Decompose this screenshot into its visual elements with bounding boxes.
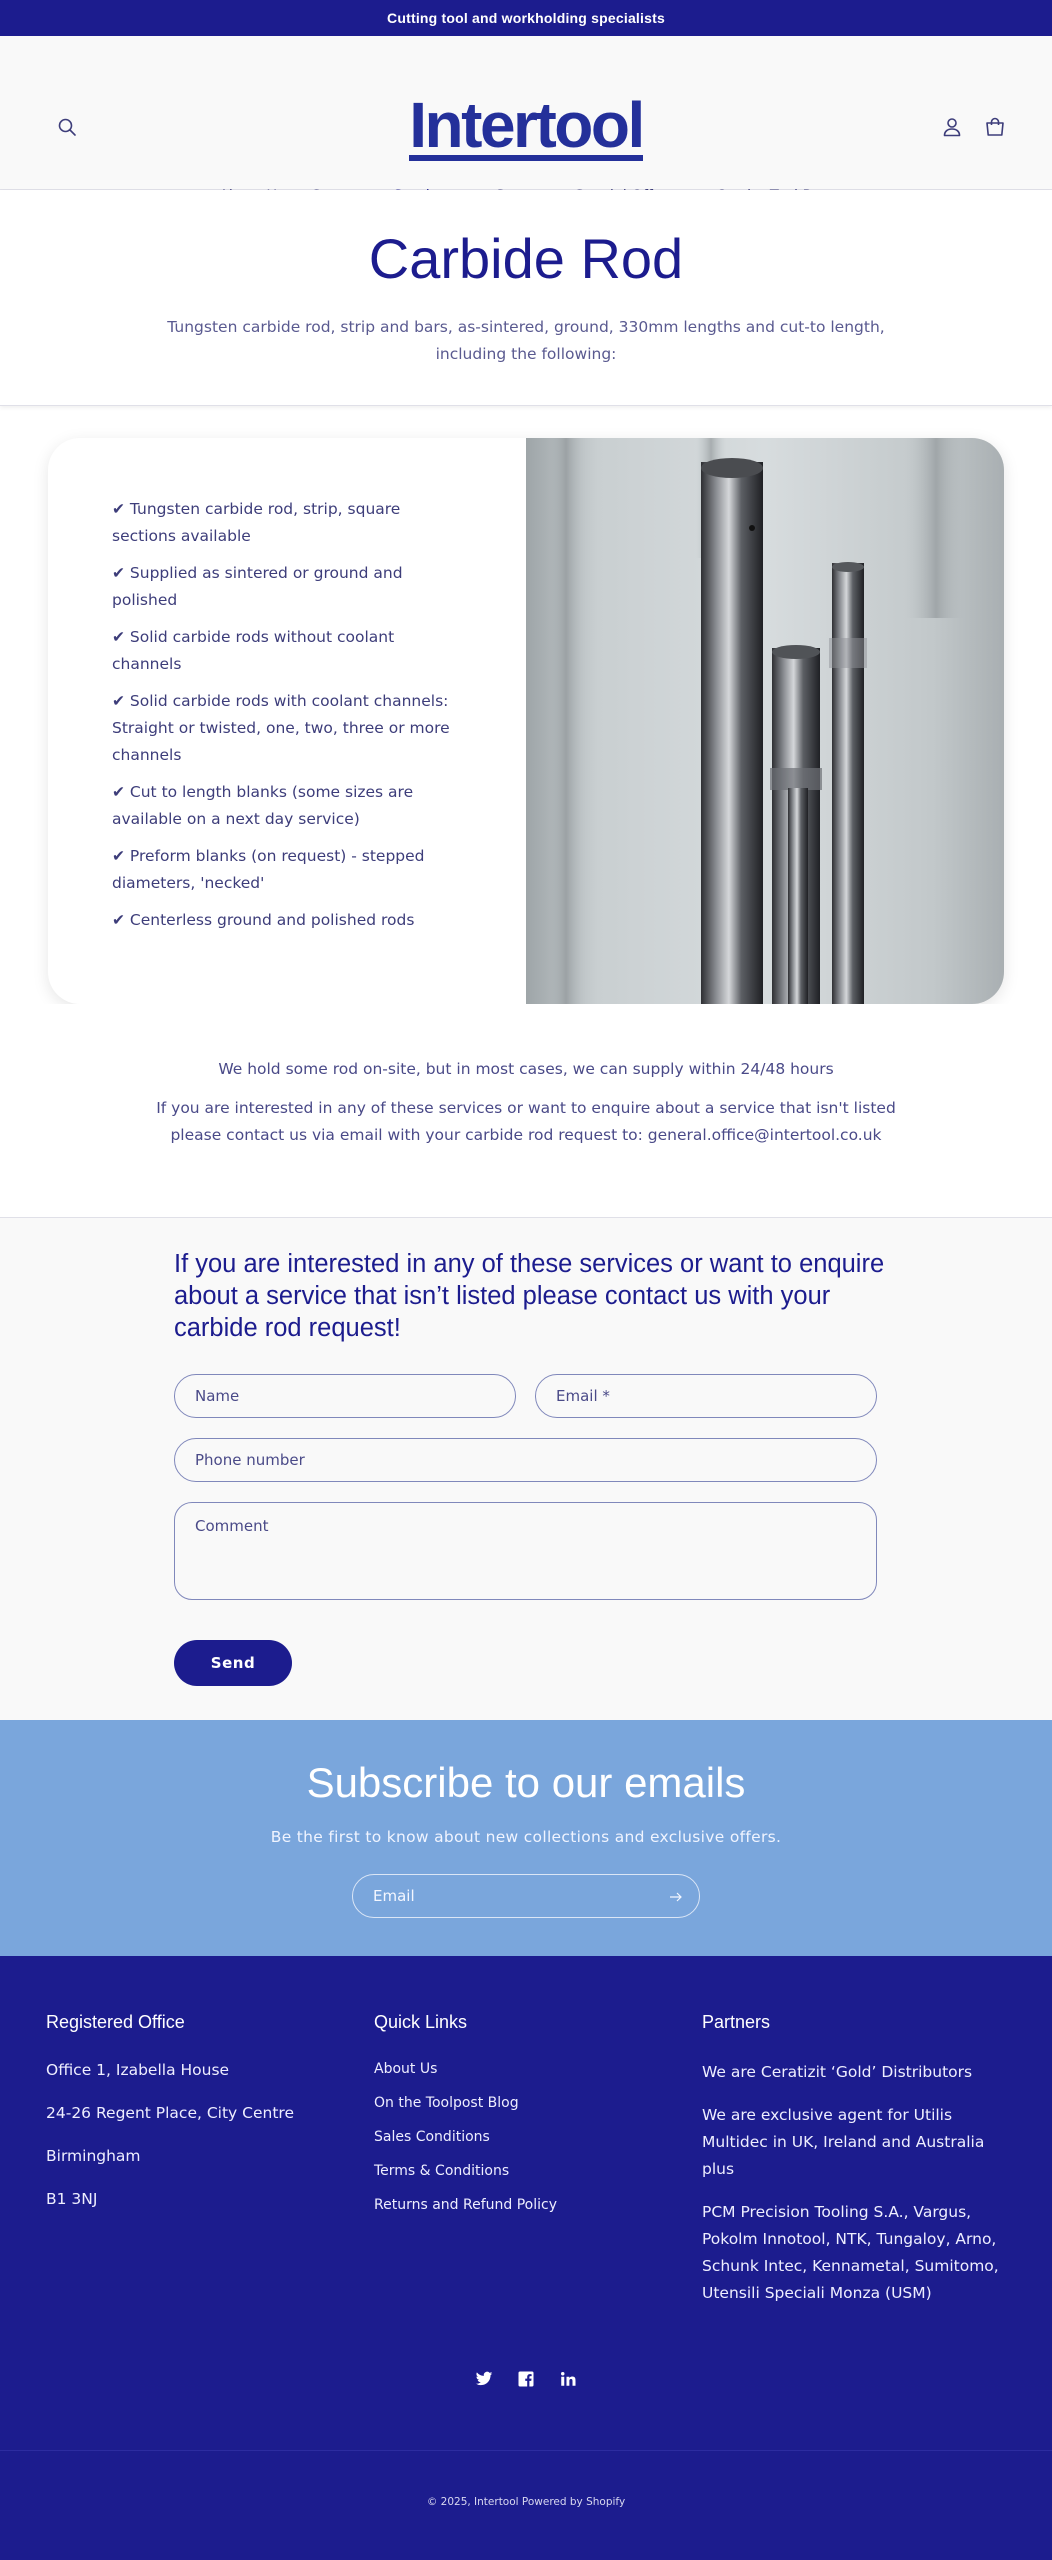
feature-item: ✔ Cut to length blanks (some sizes are available on a next day service): [112, 783, 414, 828]
footer-registered-office: [46, 2012, 346, 2231]
logo-text[interactable]: Intertool: [409, 89, 643, 161]
newsletter-text: Be the first to know about new collections and exclusive offers.: [270, 1828, 782, 1846]
partner-line: PCM Precision Tooling S.A., Vargus, Pokolm Innotool, NTK, Tungaloy, Arno, Schunk Intec, Kennametal, Sumitomo, Utensili Speciali Monza (USM): [702, 2203, 999, 2302]
partner-line: We are exclusive agent for Utilis Multidec in UK, Ireland and Australia plus: [702, 2106, 985, 2178]
footer-link[interactable]: Terms & Conditions: [374, 2163, 510, 2179]
contact-heading: If you are interested in any of these services or want to enquire about a service that isn’t listed please contact us with your carbide rod request!: [174, 1250, 885, 1342]
site-footer: [0, 1956, 1052, 2560]
footer-partners: [702, 2012, 1012, 2323]
newsletter-email-input[interactable]: [352, 1874, 700, 1918]
feature-item: ✔ Tungsten carbide rod, strip, square sections available: [112, 500, 401, 545]
page-hero: [0, 190, 1052, 406]
site-header: [0, 36, 1052, 190]
announcement-bar: [0, 0, 1052, 36]
footer-heading: Partners: [702, 2012, 771, 2032]
stock-note: We hold some rod on-site, but in most cases, we can supply within 24/48 hours: [218, 1060, 834, 1078]
feature-list: [48, 438, 526, 1004]
footer-heading: Registered Office: [46, 2012, 185, 2032]
arrow-right-icon[interactable]: [669, 1891, 683, 1903]
comment-placeholder: Comment: [195, 1517, 269, 1535]
address-line: Birmingham: [46, 2147, 141, 2165]
footer-quick-links: [374, 2012, 674, 2229]
linkedin-icon[interactable]: [559, 2370, 577, 2388]
feature-item: ✔ Supplied as sintered or ground and polished: [112, 564, 403, 609]
comment-field[interactable]: [174, 1502, 877, 1600]
phone-field[interactable]: [174, 1438, 877, 1482]
logo[interactable]: [0, 89, 1052, 161]
address-line: B1 3NJ: [46, 2190, 98, 2208]
info-section: [0, 1004, 1052, 1218]
footer-divider: [0, 2450, 1052, 2451]
footer-link[interactable]: Returns and Refund Policy: [374, 2197, 557, 2213]
announcement-text: Cutting tool and workholding specialists: [387, 10, 665, 26]
feature-item: ✔ Preform blanks (on request) - stepped diameters, 'necked': [112, 847, 425, 892]
newsletter-section: [0, 1720, 1052, 1956]
page-subtitle: Tungsten carbide rod, strip and bars, as-sintered, ground, 330mm lengths and cut-to length, including the following:: [167, 318, 885, 363]
feature-item: ✔ Solid carbide rods with coolant channels: Straight or twisted, one, two, three or more channels: [112, 692, 450, 764]
newsletter-title: Subscribe to our emails: [306, 1759, 746, 1806]
feature-item: ✔ Centerless ground and polished rods: [112, 911, 415, 929]
twitter-icon[interactable]: [475, 2370, 493, 2388]
account-icon[interactable]: [941, 116, 963, 138]
phone-placeholder: Phone number: [195, 1451, 305, 1469]
partner-line: We are Ceratizit ‘Gold’ Distributors: [702, 2063, 973, 2081]
page-title: Carbide Rod: [368, 227, 684, 290]
facebook-icon[interactable]: [517, 2370, 535, 2388]
feature-item: ✔ Solid carbide rods without coolant channels: [112, 628, 395, 673]
contact-note: If you are interested in any of these services or want to enquire about a service that isn't listed please contact us via email with your carbide rod request to: general.office@intertool.co.uk: [156, 1099, 896, 1144]
email-placeholder: Email *: [556, 1387, 610, 1405]
copyright: © 2025, Intertool Powered by Shopify: [426, 2496, 626, 2508]
address-line: Office 1, Izabella House: [46, 2061, 230, 2079]
footer-heading: Quick Links: [374, 2012, 468, 2032]
contact-form-section: [0, 1218, 1052, 1720]
footer-link[interactable]: About Us: [374, 2061, 438, 2077]
carbide-rod-image: [526, 438, 1004, 1004]
footer-link[interactable]: Sales Conditions: [374, 2129, 490, 2145]
footer-link[interactable]: On the Toolpost Blog: [374, 2095, 519, 2111]
email-field[interactable]: [535, 1374, 877, 1418]
cart-icon[interactable]: [984, 116, 1006, 138]
name-field[interactable]: [174, 1374, 516, 1418]
address-line: 24-26 Regent Place, City Centre: [46, 2104, 294, 2122]
newsletter-email-placeholder: Email: [373, 1887, 415, 1905]
social-links: [0, 2370, 1052, 2388]
name-placeholder: Name: [195, 1387, 240, 1405]
send-button[interactable]: Send: [174, 1640, 292, 1686]
feature-card: [48, 438, 1004, 1004]
